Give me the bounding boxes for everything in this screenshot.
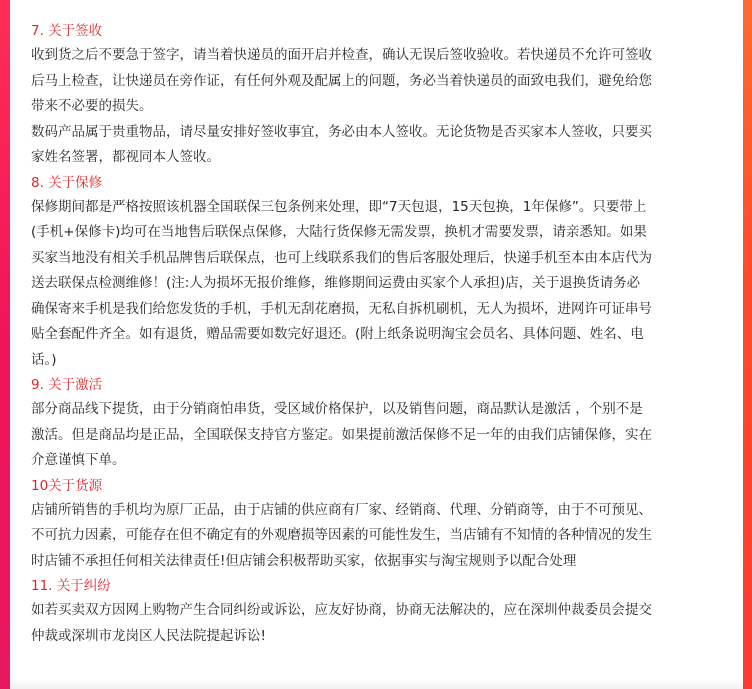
left-border-strip	[0, 0, 10, 689]
paragraph	[31, 43, 726, 120]
text-line: 部分商品线下提货，由于分销商怕串货，受区域价格保护，以及销售问题，商品默认是激活 ，个别不是	[31, 401, 643, 417]
text-line: 保修期间都是严格按照该机器全国联保三包条例来处理，即“7天包退，15天包换，1年保修”。只要带上	[31, 198, 647, 215]
paragraph	[31, 498, 726, 575]
text-line: 收到货之后不要急于签字，请当着快递员的面开启并检查，确认无误后签收验收。若快递员不允许可签收	[31, 47, 652, 63]
text-line: (手机+保修卡)均可在当地售后联保点保修，大陆行货保修无需发票，换机才需要发票，请亲悉知。如果	[31, 224, 647, 240]
section-signing	[31, 19, 726, 171]
text-line: 店铺所销售的手机均为原厂正品，由于店铺的供应商有厂家、经销商、代理、分销商等，由于不可预见、	[31, 501, 652, 518]
section-title: 7. 关于签收	[31, 23, 103, 39]
section-supply-source	[31, 474, 726, 575]
paragraph	[31, 120, 726, 171]
section-title: 8. 关于保修	[31, 174, 103, 191]
section-warranty	[31, 171, 726, 374]
bottom-border-strip	[10, 679, 743, 689]
section-activation	[31, 373, 726, 474]
text-line: 后马上检查，让快递员在旁作证，有任何外观及配属上的问题，务必当着快递员的面致电我们，避免给您	[31, 72, 652, 89]
text-line: 确保寄来手机是我们给您发货的手机，手机无刮花磨损，无私自拆机刷机，无人为损坏，进网许可证串号	[31, 300, 652, 317]
paragraph	[31, 598, 726, 649]
text-line: 送去联保点检测维修！(注:人为损坏无报价维修，维修期间运费由买家个人承担)店，关于退换货请务必	[31, 275, 641, 291]
section-title: 10关于货源	[31, 477, 103, 494]
text-line: 买家当地没有相关手机品牌售后联保点，也可上线联系我们的售后客服处理后，快递手机至本由本店代为	[31, 249, 652, 266]
text-line: 数码产品属于贵重物品，请尽量安排好签收事宜，务必由本人签收。无论货物是否买家本人签收，只要买	[31, 123, 652, 140]
text-line: 话。)	[31, 351, 57, 368]
section-title: 9. 关于激活	[31, 377, 103, 393]
text-line: 仲裁或深圳市龙岗区人民法院提起诉讼!	[31, 627, 266, 644]
text-line: 带来不必要的损失。	[31, 98, 153, 114]
paragraph	[31, 195, 726, 374]
text-line: 家姓名签署，都视同本人签收。	[31, 149, 220, 165]
text-line: 不可抗力因素，可能存在但不确定有的外观磨损等因素的可能性发生，当店铺有不知情的各种情况的发生	[31, 527, 652, 543]
section-disputes	[31, 574, 726, 649]
text-line: 贴全套配件齐全。如有退货，赠品需要如数完好退还。(附上纸条说明淘宝会员名、具体问题、姓名、电	[31, 326, 644, 342]
text-line: 时店铺不承担任何相关法律责任!但店铺会积极帮助买家，依据事实与淘宝规则予以配合处理	[31, 552, 577, 569]
text-line: 介意谨慎下单。	[31, 452, 126, 468]
text-line: 激活。但是商品均是正品，全国联保支持官方鉴定。如果提前激活保修不足一年的由我们店铺保修，实在	[31, 426, 652, 443]
policy-document	[31, 19, 726, 649]
right-border-strip	[743, 0, 752, 689]
paragraph	[31, 397, 726, 474]
text-line: 如若买卖双方因网上购物产生合同纠纷或诉讼，应友好协商，协商无法解决的，应在深圳仲裁委员会提交	[31, 602, 652, 618]
section-title: 11. 关于纠纷	[31, 578, 111, 594]
